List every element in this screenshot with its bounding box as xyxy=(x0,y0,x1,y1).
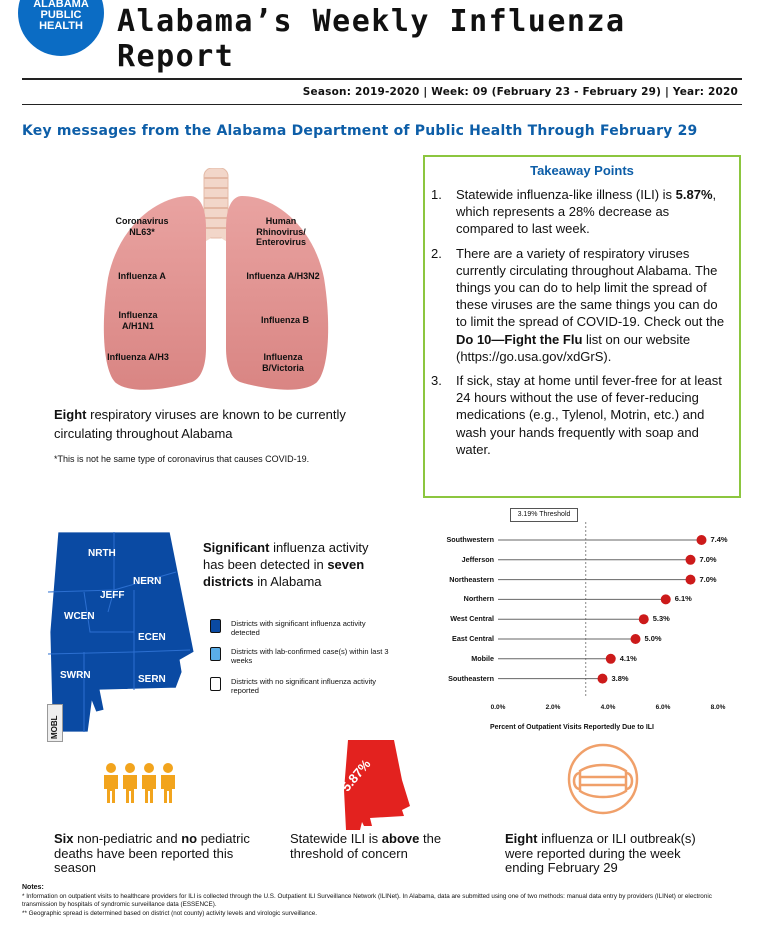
value-label: 5.3% xyxy=(652,614,670,624)
value-label: 3.8% xyxy=(611,673,629,683)
takeaway-title: Takeaway Points xyxy=(530,163,634,178)
district-label-swrn: SWRN xyxy=(60,670,91,681)
notes-section xyxy=(22,884,742,919)
alabama-district-map xyxy=(44,532,196,742)
x-axis-title: Percent of Outpatient Visits Reportedly Due to ILI xyxy=(489,724,654,731)
value-label: 5.0% xyxy=(644,634,662,643)
key-messages-heading: Key messages from the Alabama Department of Public Health Through February 29 xyxy=(22,123,698,139)
legend-no-activity: Districts with no significant influenza activity reported xyxy=(210,677,390,695)
threshold-label-box xyxy=(510,508,578,522)
category-label: Northern xyxy=(463,594,494,604)
value-label: 6.1% xyxy=(674,594,692,604)
notes-line-2: ** Geographic spread is determined based on district (not county) activity levels and virologic surveillance. xyxy=(22,910,318,918)
category-label: Southwestern xyxy=(446,535,494,544)
district-label-ecen: ECEN xyxy=(138,632,166,643)
threshold-label: 3.19% Threshold xyxy=(517,511,571,518)
legend-swatch-white xyxy=(210,677,221,691)
virus-label-influenza-b: Influenza B xyxy=(260,315,309,325)
data-point xyxy=(639,614,649,624)
data-point xyxy=(697,535,707,545)
district-label-wcen: WCEN xyxy=(64,611,95,622)
notes-line-1: * Information on outpatient visits to healthcare providers for ILI is collected through the U.S. Outpatient ILI Surveillance Network (ILINet). In Alabama, data are submitted using one of two methods: manual data entry by providers (ILINet) or electronic transmission by hospitals of syndromic surveillance data (ESSENCE). xyxy=(22,892,712,909)
data-point xyxy=(631,634,641,644)
notes-title: Notes: xyxy=(22,884,44,891)
virus-label-h3: Influenza A/H3 xyxy=(107,352,169,362)
virus-label-coronavirus: Coronavirus NL63* xyxy=(115,216,169,237)
legend-swatch-light-blue xyxy=(210,647,221,661)
header-divider xyxy=(22,78,742,80)
x-tick-label: 0.0% xyxy=(490,704,506,711)
virus-label-h3n2: Influenza A/H3N2 xyxy=(246,271,320,281)
people-icon xyxy=(101,761,177,805)
data-point xyxy=(686,575,696,585)
category-label: Southeastern xyxy=(448,673,494,683)
report-title: Alabama’s Weekly Influenza Report xyxy=(117,4,626,74)
category-label: Jefferson xyxy=(461,554,494,564)
state-ili-value: 5.87% xyxy=(338,756,374,795)
logo-line-3: HEALTH xyxy=(39,20,83,32)
takeaway-item-2: 2. There are a variety of respiratory viruses currently circulating throughout Alabama. The things you can do to help limit the spread of these viruses are the same things you can do to limit the spread of COVID-19. Check out the Do 10—Fight the Flu list on our website (https://go.usa.gov/xdGrS). xyxy=(431,245,725,364)
takeaway-item-3: 3. If sick, stay at home until fever-free for at least 24 hours without the use of fever-reducing medications (e.g., Tylenol, Motrin, etc.) and wash your hands frequently with soap and water. xyxy=(431,373,722,457)
district-label-nrth: NRTH xyxy=(88,548,116,559)
virus-label-influenza-a: Influenza A xyxy=(118,271,166,281)
category-label: West Central xyxy=(450,614,494,624)
district-label-sern: SERN xyxy=(138,674,166,685)
takeaway-box xyxy=(423,155,741,498)
logo-line-2: PUBLIC xyxy=(40,9,82,21)
significant-activity-statement: Significant influenza activity has been detected in seven districts in Alabama xyxy=(203,540,369,589)
virus-label-h1n1: Influenza A/H1N1 xyxy=(118,310,158,331)
data-point xyxy=(606,654,616,664)
ili-by-district-chart xyxy=(404,500,740,730)
district-label-mobl: MOBL xyxy=(50,715,59,739)
takeaway-item-1: 1. Statewide influenza-like illness (ILI) is 5.87%, which represents a 28% decrease as compared to last week. xyxy=(431,187,717,237)
legend-swatch-dark-blue xyxy=(210,619,221,633)
data-point xyxy=(661,594,671,604)
category-label: East Central xyxy=(452,634,494,643)
data-point xyxy=(686,555,696,565)
legend-significant: Districts with significant influenza activity detected xyxy=(210,619,390,637)
takeaway-list xyxy=(425,186,739,458)
x-tick-label: 6.0% xyxy=(655,704,671,711)
virus-label-rhinovirus: Human Rhinovirus/ Enterovirus xyxy=(255,216,306,247)
x-tick-label: 8.0% xyxy=(710,704,726,711)
season-line: Season: 2019-2020 | Week: 09 (February 23 - February 29) | Year: 2020 xyxy=(302,86,738,98)
category-label: Northeastern xyxy=(449,574,494,584)
value-label: 7.4% xyxy=(710,535,728,544)
logo-line-1: ALABAMA xyxy=(33,0,89,10)
outbreaks-statement: Eight influenza or ILI outbreak(s) were reported during the week ending February 29 xyxy=(505,831,696,875)
viruses-statement: Eight respiratory viruses are known to be currently circulating throughout Alabama xyxy=(54,407,346,441)
face-mask-icon xyxy=(566,743,640,815)
data-point xyxy=(598,674,608,684)
legend-lab-confirmed: Districts with lab-confirmed case(s) within last 3 weeks xyxy=(210,647,390,665)
mobl-inset xyxy=(47,704,63,742)
ili-threshold-statement: Statewide ILI is above the threshold of concern xyxy=(290,831,442,861)
value-label: 7.0% xyxy=(699,554,717,564)
value-label: 7.0% xyxy=(699,574,717,584)
virus-label-b-victoria: Influenza B/Victoria xyxy=(262,352,304,373)
district-label-nern: NERN xyxy=(133,576,162,587)
coronavirus-footnote: *This is not he same type of coronavirus that causes COVID-19. xyxy=(54,454,310,464)
season-divider xyxy=(22,104,742,105)
x-tick-label: 4.0% xyxy=(600,704,616,711)
x-tick-label: 2.0% xyxy=(545,704,561,711)
deaths-statement: Six non-pediatric and no pediatric deaths have been reported this season xyxy=(54,831,250,875)
value-label: 4.1% xyxy=(619,653,637,663)
category-label: Mobile xyxy=(471,653,494,663)
district-label-jeff: JEFF xyxy=(100,590,125,601)
